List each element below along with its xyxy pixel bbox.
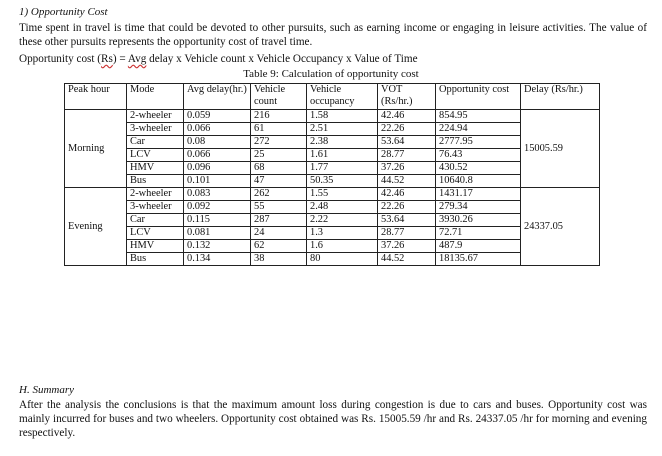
- avg-delay-cell: 0.092: [184, 201, 251, 214]
- vot-cell: 37.26: [378, 240, 436, 253]
- table-row: [65, 162, 600, 175]
- vehicle-count-cell: 25: [251, 149, 307, 162]
- table-header-row: [65, 84, 600, 110]
- avg-delay-cell: 0.066: [184, 149, 251, 162]
- mode-cell: 3-wheeler: [127, 123, 184, 136]
- avg-delay-cell: 0.101: [184, 175, 251, 188]
- formula-rs: Rs: [101, 53, 113, 65]
- mode-cell: 3-wheeler: [127, 201, 184, 214]
- avg-delay-cell: 0.096: [184, 162, 251, 175]
- avg-delay-cell: 0.08: [184, 136, 251, 149]
- section-heading-summary: H. Summary: [19, 384, 74, 396]
- avg-delay-cell: 0.066: [184, 123, 251, 136]
- occupancy-cell: 50.35: [307, 175, 378, 188]
- opportunity-cost-cell: 72.71: [436, 227, 521, 240]
- vot-cell: 37.26: [378, 162, 436, 175]
- opportunity-cost-cell: 76.43: [436, 149, 521, 162]
- table-row: [65, 240, 600, 253]
- avg-delay-cell: 0.115: [184, 214, 251, 227]
- mode-cell: 2-wheeler: [127, 110, 184, 123]
- vot-cell: 42.46: [378, 188, 436, 201]
- opportunity-cost-cell: 2777.95: [436, 136, 521, 149]
- peak-hour-cell: Morning: [65, 110, 127, 188]
- occupancy-cell: 1.77: [307, 162, 378, 175]
- formula-mid: ) =: [112, 53, 128, 65]
- header-opportunity-cost: Opportunity cost: [436, 84, 521, 110]
- avg-delay-cell: 0.083: [184, 188, 251, 201]
- peak-hour-cell: Evening: [65, 188, 127, 266]
- vot-cell: 53.64: [378, 214, 436, 227]
- mode-cell: Bus: [127, 253, 184, 266]
- occupancy-cell: 2.22: [307, 214, 378, 227]
- vot-cell: 22.26: [378, 201, 436, 214]
- header-delay: Delay (Rs/hr.): [521, 84, 600, 110]
- header-avg-delay: Avg delay(hr.): [184, 84, 251, 110]
- mode-cell: Car: [127, 214, 184, 227]
- formula-prefix: Opportunity cost (: [19, 53, 102, 65]
- formula-avg: Avg: [127, 53, 147, 65]
- occupancy-cell: 1.6: [307, 240, 378, 253]
- opportunity-cost-cell: 854.95: [436, 110, 521, 123]
- vehicle-count-cell: 287: [251, 214, 307, 227]
- avg-delay-cell: 0.132: [184, 240, 251, 253]
- occupancy-cell: 2.51: [307, 123, 378, 136]
- opportunity-cost-cell: 18135.67: [436, 253, 521, 266]
- occupancy-cell: 1.58: [307, 110, 378, 123]
- mode-cell: HMV: [127, 240, 184, 253]
- vehicle-count-cell: 262: [251, 188, 307, 201]
- table-row: [65, 175, 600, 188]
- header-peak-hour: Peak hour: [65, 84, 127, 110]
- table-caption: Table 9: Calculation of opportunity cost: [243, 68, 419, 80]
- occupancy-cell: 80: [307, 253, 378, 266]
- vehicle-count-cell: 272: [251, 136, 307, 149]
- opportunity-cost-table: [64, 83, 600, 266]
- opportunity-cost-cell: 3930.26: [436, 214, 521, 227]
- vot-cell: 42.46: [378, 110, 436, 123]
- vehicle-count-cell: 68: [251, 162, 307, 175]
- mode-cell: LCV: [127, 227, 184, 240]
- opportunity-cost-formula: [19, 53, 418, 65]
- avg-delay-cell: 0.081: [184, 227, 251, 240]
- vehicle-count-cell: 38: [251, 253, 307, 266]
- header-vot: VOT (Rs/hr.): [378, 84, 436, 110]
- mode-cell: 2-wheeler: [127, 188, 184, 201]
- opportunity-cost-cell: 430.52: [436, 162, 521, 175]
- vehicle-count-cell: 62: [251, 240, 307, 253]
- vehicle-count-cell: 61: [251, 123, 307, 136]
- table-row: [65, 253, 600, 266]
- avg-delay-cell: 0.059: [184, 110, 251, 123]
- header-mode: Mode: [127, 84, 184, 110]
- delay-total-cell: 15005.59: [521, 110, 600, 188]
- vot-cell: 53.64: [378, 136, 436, 149]
- vehicle-count-cell: 55: [251, 201, 307, 214]
- mode-cell: Bus: [127, 175, 184, 188]
- opportunity-cost-cell: 487.9: [436, 240, 521, 253]
- vot-cell: 44.52: [378, 175, 436, 188]
- occupancy-cell: 1.61: [307, 149, 378, 162]
- vot-cell: 44.52: [378, 253, 436, 266]
- occupancy-cell: 2.38: [307, 136, 378, 149]
- section-heading-opportunity-cost: 1) Opportunity Cost: [19, 6, 108, 18]
- formula-suffix: delay x Vehicle count x Vehicle Occupancy x Value of Time: [146, 53, 418, 65]
- opportunity-cost-cell: 279.34: [436, 201, 521, 214]
- opportunity-cost-cell: 1431.17: [436, 188, 521, 201]
- occupancy-cell: 2.48: [307, 201, 378, 214]
- mode-cell: LCV: [127, 149, 184, 162]
- table-row: [65, 214, 600, 227]
- header-vehicle-occupancy: Vehicle occupancy: [307, 84, 378, 110]
- opportunity-cost-paragraph: Time spent in travel is time that could be devoted to other pursuits, such as earning income or engaging in leisure activities. The value of these other pursuits represents the opportunity cost of travel time.: [19, 22, 647, 48]
- mode-cell: Car: [127, 136, 184, 149]
- delay-total-cell: 24337.05: [521, 188, 600, 266]
- occupancy-cell: 1.3: [307, 227, 378, 240]
- vehicle-count-cell: 24: [251, 227, 307, 240]
- table-row: [65, 136, 600, 149]
- occupancy-cell: 1.55: [307, 188, 378, 201]
- vot-cell: 22.26: [378, 123, 436, 136]
- opportunity-cost-cell: 224.94: [436, 123, 521, 136]
- vehicle-count-cell: 216: [251, 110, 307, 123]
- vehicle-count-cell: 47: [251, 175, 307, 188]
- mode-cell: HMV: [127, 162, 184, 175]
- opportunity-cost-cell: 10640.8: [436, 175, 521, 188]
- vot-cell: 28.77: [378, 227, 436, 240]
- table-row: [65, 149, 600, 162]
- avg-delay-cell: 0.134: [184, 253, 251, 266]
- summary-paragraph: After the analysis the conclusions is that the maximum amount loss during congestion is due to cars and buses. Opportunity cost was mainly incurred for buses and two wheelers. Opportunity cost obtained was Rs. 15005.59 /hr and Rs. 24337.05 /hr for morning and evening respectively.: [19, 399, 647, 439]
- header-vehicle-count: Vehicle count: [251, 84, 307, 110]
- table-row: [65, 227, 600, 240]
- vot-cell: 28.77: [378, 149, 436, 162]
